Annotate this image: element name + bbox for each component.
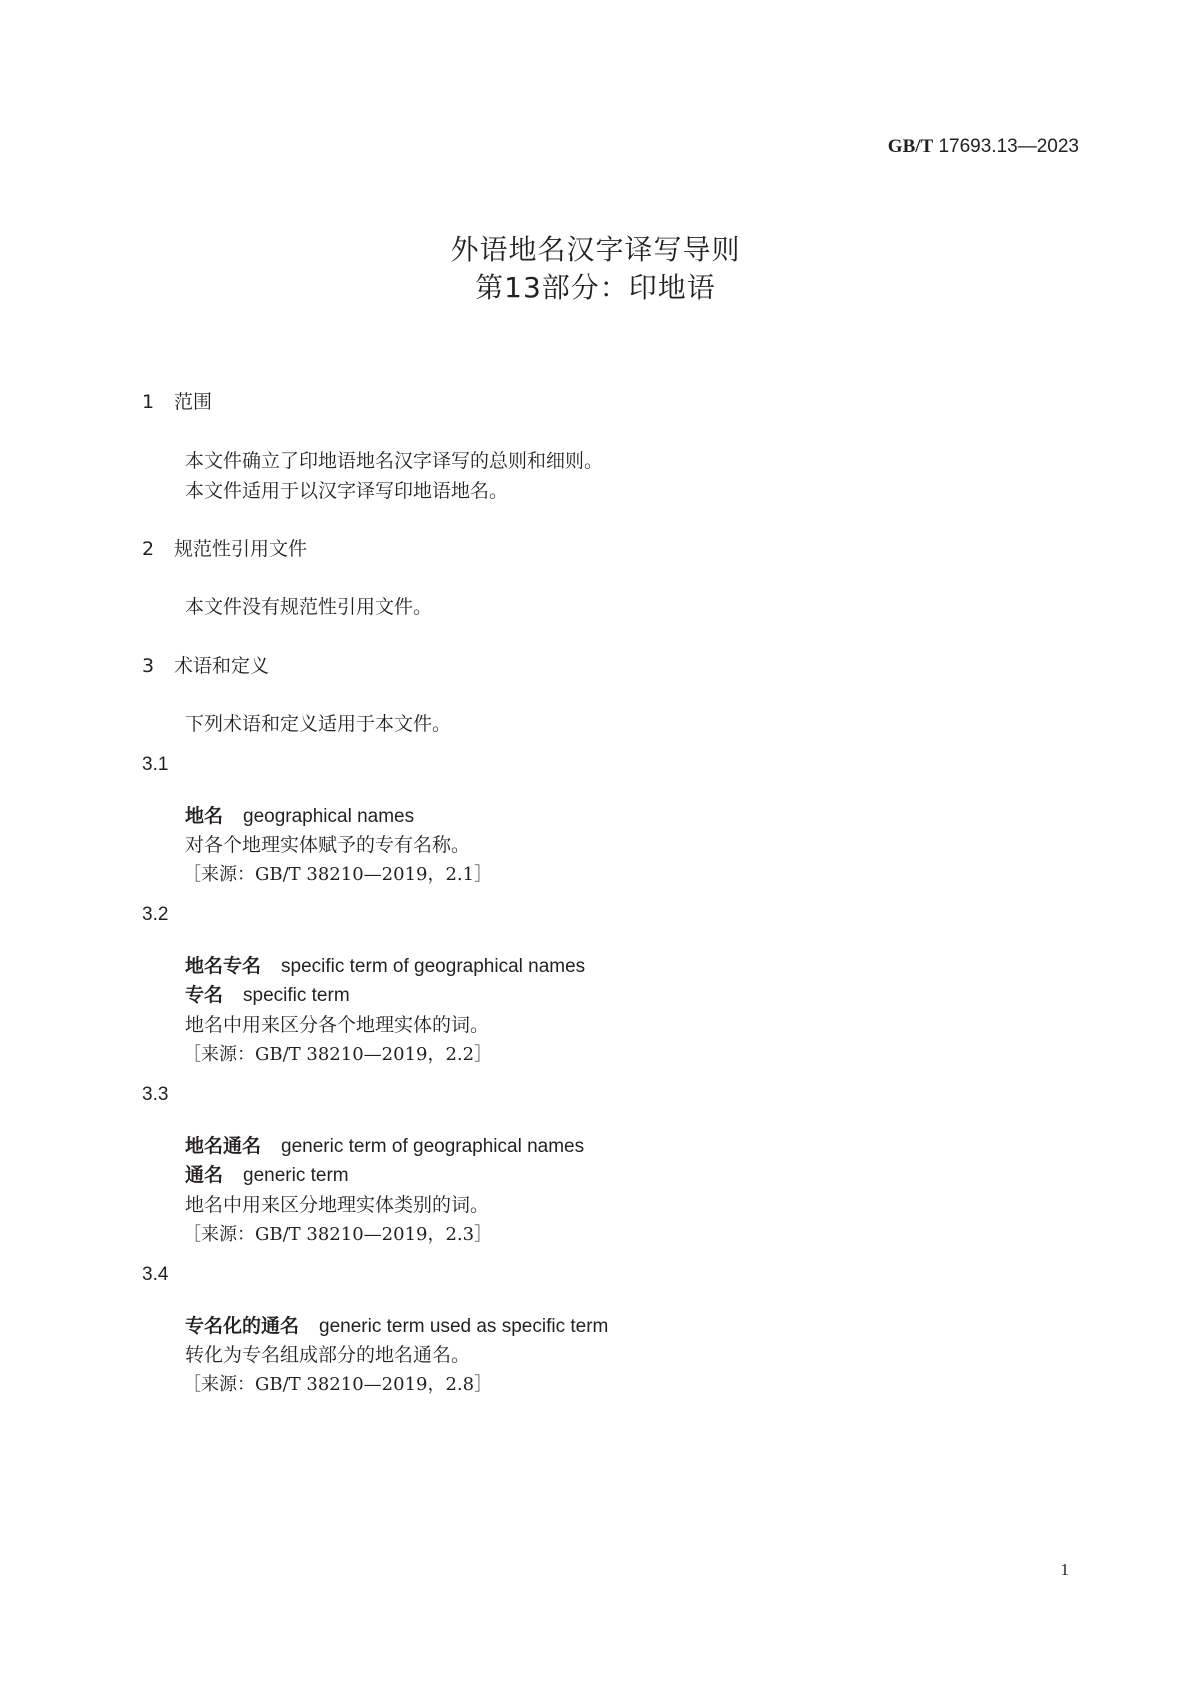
term-3-3-source: ［来源：GB/T 38210—2019，2.3］	[183, 1224, 493, 1245]
term-zh: 专名	[185, 984, 224, 1006]
section-number: 2	[142, 538, 155, 560]
term-zh: 地名通名	[185, 1135, 262, 1157]
term-3-4-source: ［来源：GB/T 38210—2019，2.8］	[183, 1374, 493, 1395]
term-zh: 地名	[185, 805, 224, 827]
standard-code-number: 17693.13—2023	[938, 136, 1079, 157]
term-3-4-definition: 转化为专名组成部分的地名通名。	[185, 1344, 471, 1366]
term-3-2-definition: 地名中用来区分各个地理实体的词。	[185, 1014, 490, 1036]
section-1-heading	[142, 387, 212, 414]
term-zh: 地名专名	[185, 955, 262, 977]
standard-code	[888, 136, 1079, 158]
term-3-1-definition: 对各个地理实体赋予的专有名称。	[185, 834, 471, 856]
section-number: 1	[142, 391, 155, 413]
term-en: generic term used as specific term	[319, 1316, 609, 1337]
term-3-3-admitted	[185, 1160, 349, 1187]
term-3-1-source: ［来源：GB/T 38210—2019，2.1］	[183, 864, 493, 885]
term-3-2-number: 3.2	[142, 904, 169, 925]
term-3-3	[185, 1131, 584, 1158]
term-en: geographical names	[243, 806, 415, 827]
term-3-4-number: 3.4	[142, 1264, 169, 1285]
document-title-line2: 第13部分：印地语	[475, 271, 716, 304]
term-en: specific term of geographical names	[281, 956, 586, 977]
term-3-1-number: 3.1	[142, 754, 169, 775]
term-3-2-source: ［来源：GB/T 38210—2019，2.2］	[183, 1044, 493, 1065]
section-3-heading	[142, 651, 269, 678]
standard-code-prefix: GB/T	[887, 136, 934, 157]
section-number: 3	[142, 655, 155, 677]
term-3-2-admitted	[185, 980, 350, 1007]
term-en: generic term of geographical names	[281, 1136, 585, 1157]
section-1-paragraph-1: 本文件确立了印地语地名汉字译写的总则和细则。	[185, 450, 604, 472]
section-2-paragraph-1: 本文件没有规范性引用文件。	[185, 596, 433, 618]
term-3-1	[185, 801, 414, 828]
section-3-paragraph-1: 下列术语和定义适用于本文件。	[185, 713, 452, 735]
term-3-2	[185, 951, 585, 978]
section-1-paragraph-2: 本文件适用于以汉字译写印地语地名。	[185, 480, 509, 502]
term-zh: 通名	[185, 1164, 224, 1186]
term-3-3-number: 3.3	[142, 1084, 169, 1105]
page-number: 1	[1060, 1560, 1069, 1579]
section-title: 术语和定义	[174, 655, 270, 677]
section-title: 规范性引用文件	[174, 538, 308, 560]
term-3-4	[185, 1311, 608, 1338]
term-3-3-definition: 地名中用来区分地理实体类别的词。	[185, 1194, 490, 1216]
section-2-heading	[142, 534, 307, 561]
term-en: specific term	[243, 985, 350, 1006]
term-zh: 专名化的通名	[185, 1315, 300, 1337]
document-title-line1: 外语地名汉字译写导则	[450, 233, 741, 266]
section-title: 范围	[174, 391, 213, 413]
term-en: generic term	[243, 1165, 349, 1186]
